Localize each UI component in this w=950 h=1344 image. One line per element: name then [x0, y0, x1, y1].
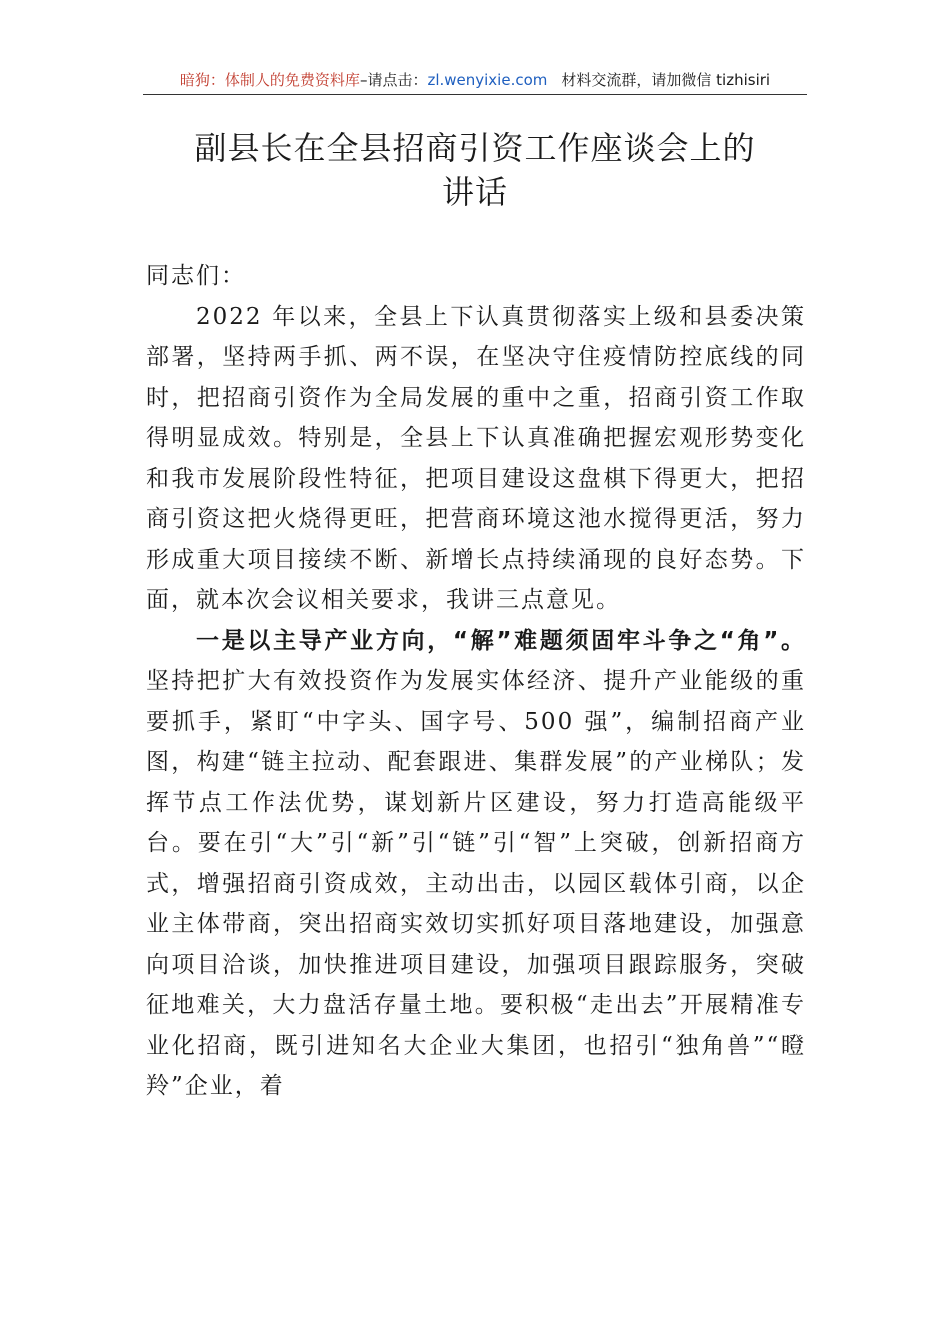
header-brand: 暗狗：体制人的免费资料库: [179, 71, 360, 89]
paragraph-intro: 2022 年以来，全县上下认真贯彻落实上级和县委决策部署，坚持两手抓、两不误，在坚决守住疫情防控底线的同时，把招商引资作为全局发展的重中之重，招商引资工作取得明显成效。特别是，全县上下认真准确把握宏观形势变化和我市发展阶段性特征，把项目建设这盘棋下得更大，把招商引资这把火烧得更旺，把营商环境这池水搅得更活，努力形成重大项目接续不断、新增长点持续涌现的良好态势。下面，就本次会议相关要求，我讲三点意见。: [146, 303, 806, 613]
page-header: [143, 66, 807, 95]
document-body: [146, 256, 806, 1107]
document-title-line2: 讲话: [441, 173, 508, 211]
salutation: 同志们：: [146, 263, 246, 289]
header-contact: 材料交流群，请加微信 tizhisiri: [561, 71, 771, 89]
point1-body: 坚持把扩大有效投资作为发展实体经济、提升产业能级的重要抓手，紧盯“中字头、国字号、500 强”，编制招商产业图，构建“链主拉动、配套跟进、集群发展”的产业梯队；发挥节点工作法优势，谋划新片区建设，努力打造高能级平台。要在引“大”引“新”引“链”引“智”上突破，创新招商方式，增强招商引资成效，主动出击，以园区载体引商，以企业主体带商，突出招商实效切实抓好项目落地建设，加强意向项目洽谈，加快推进项目建设，加强项目跟踪服务，突破征地难关，大力盘活存量土地。要积极“走出去”开展精准专业化招商，既引进知名大企业大集团，也招引“独角兽”“瞪羚”企业，着: [146, 668, 806, 1099]
document-title: [143, 126, 807, 214]
header-link[interactable]: zl.wenyixie.com: [427, 71, 548, 89]
paragraph-point1: [146, 621, 806, 1107]
document-title-line1: 副县长在全县招商引资工作座谈会上的: [194, 129, 756, 167]
point1-heading: 一是以主导产业方向，“解”难题须固牢斗争之“角”。: [196, 627, 806, 654]
header-prompt: –请点击：: [359, 71, 428, 89]
